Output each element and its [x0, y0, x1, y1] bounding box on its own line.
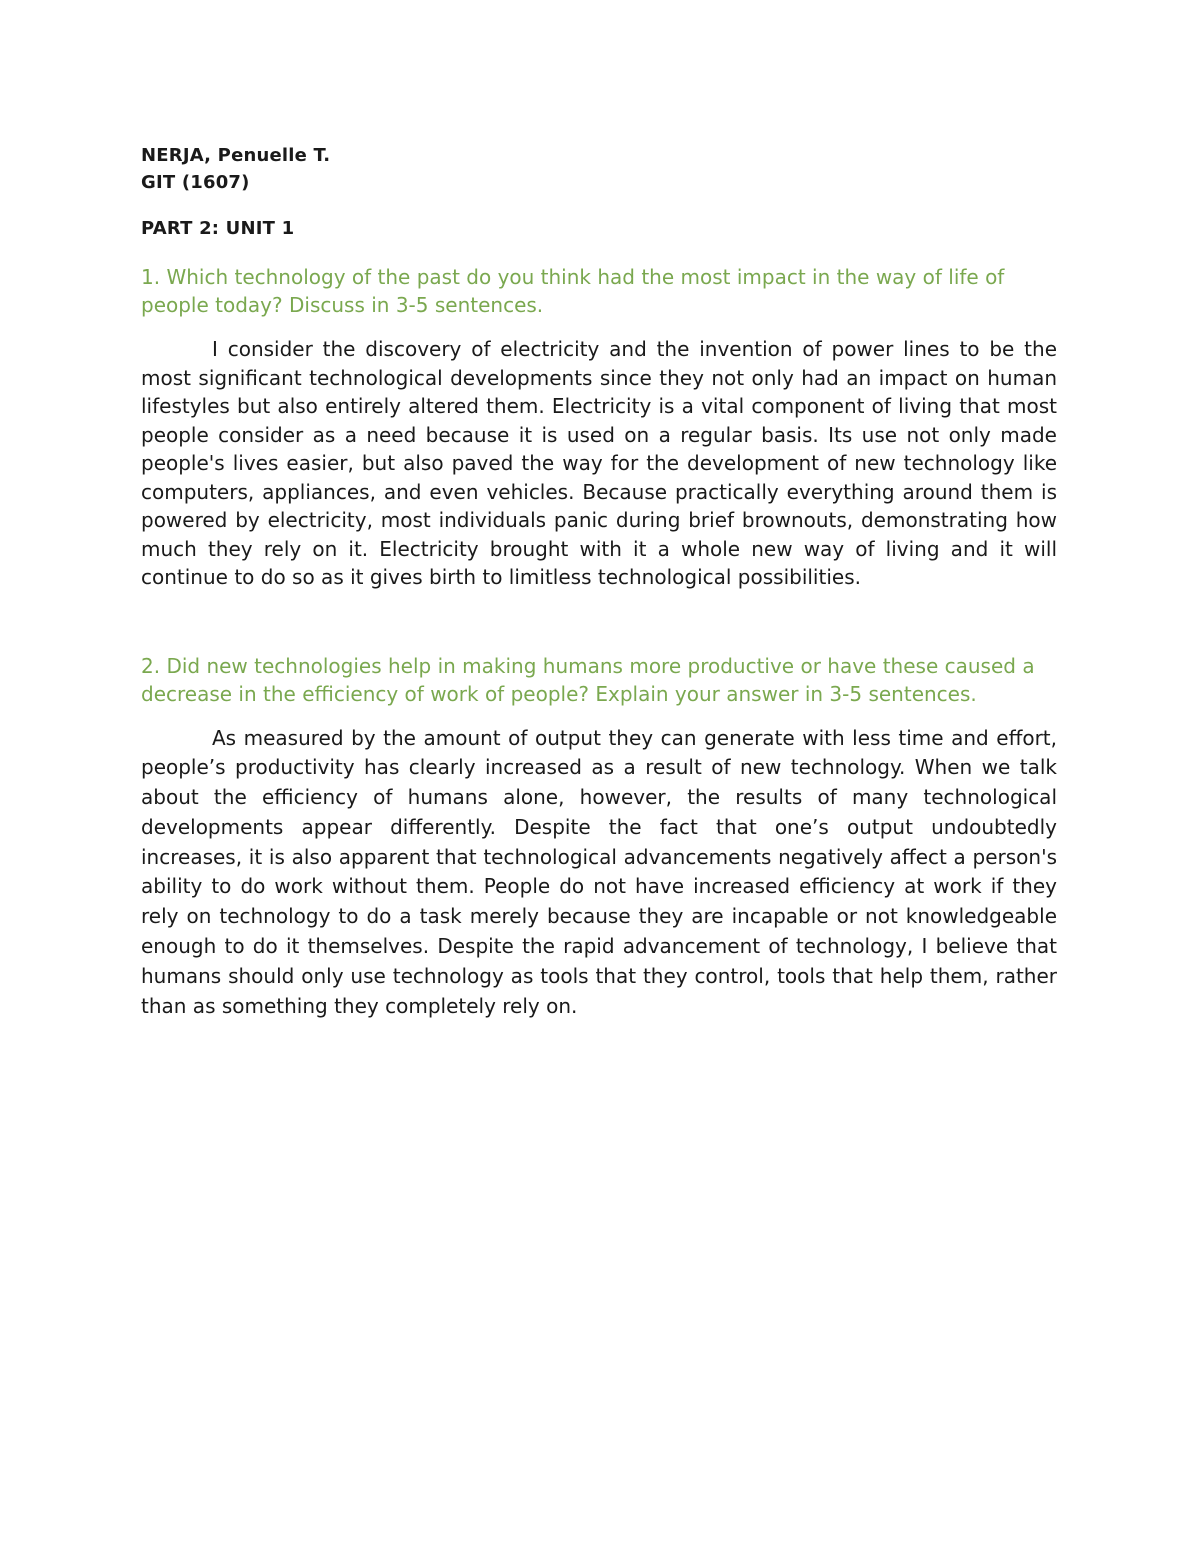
answer-1: I consider the discovery of electricity and the invention of power lines to be the most significant technological developments since they not only had an impact on human lifestyles but also entirely altered them. Electricity is a vital component of living that most people consider as a need because it is used on a regular basis. Its use not only made people's lives easier, but also paved the way for the development of new technology like computers, appliances, and even vehicles. Because practically everything around them is powered by electricity, most individuals panic during brief brownouts, demonstrating how much they rely on it. Electricity brought with it a whole new way of living and it will continue to do so as it gives birth to limitless technological possibilities.	[141, 337, 1057, 589]
question-1: 1. Which technology of the past do you think had the most impact in the way of life of people today? Discuss in 3-5 sentences.	[141, 265, 1005, 317]
student-name: NERJA, Penuelle T.	[141, 145, 331, 166]
question-2: 2. Did new technologies help in making humans more productive or have these caused a decrease in the efficiency of work of people? Explain your answer in 3-5 sentences.	[141, 653, 1035, 706]
document-content	[141, 142, 1057, 1021]
part-title: PART 2: UNIT 1	[141, 218, 295, 239]
course-code: GIT (1607)	[141, 172, 250, 193]
answer-2: As measured by the amount of output they can generate with less time and effort, people’s productivity has clearly increased as a result of new technology. When we talk about the efficiency of humans alone, however, the results of many technological developments appear differently. Despite the fact that one’s output undoubtedly increases, it is also apparent that technological advancements negatively affect a person's ability to do work without them. People do not have increased efficiency at work if they rely on technology to do a task merely because they are incapable or not knowledgeable enough to do it themselves. Despite the rapid advancement of technology, I believe that humans should only use technology as tools that they control, tools that help them, rather than as something they completely rely on.	[141, 725, 1057, 1018]
